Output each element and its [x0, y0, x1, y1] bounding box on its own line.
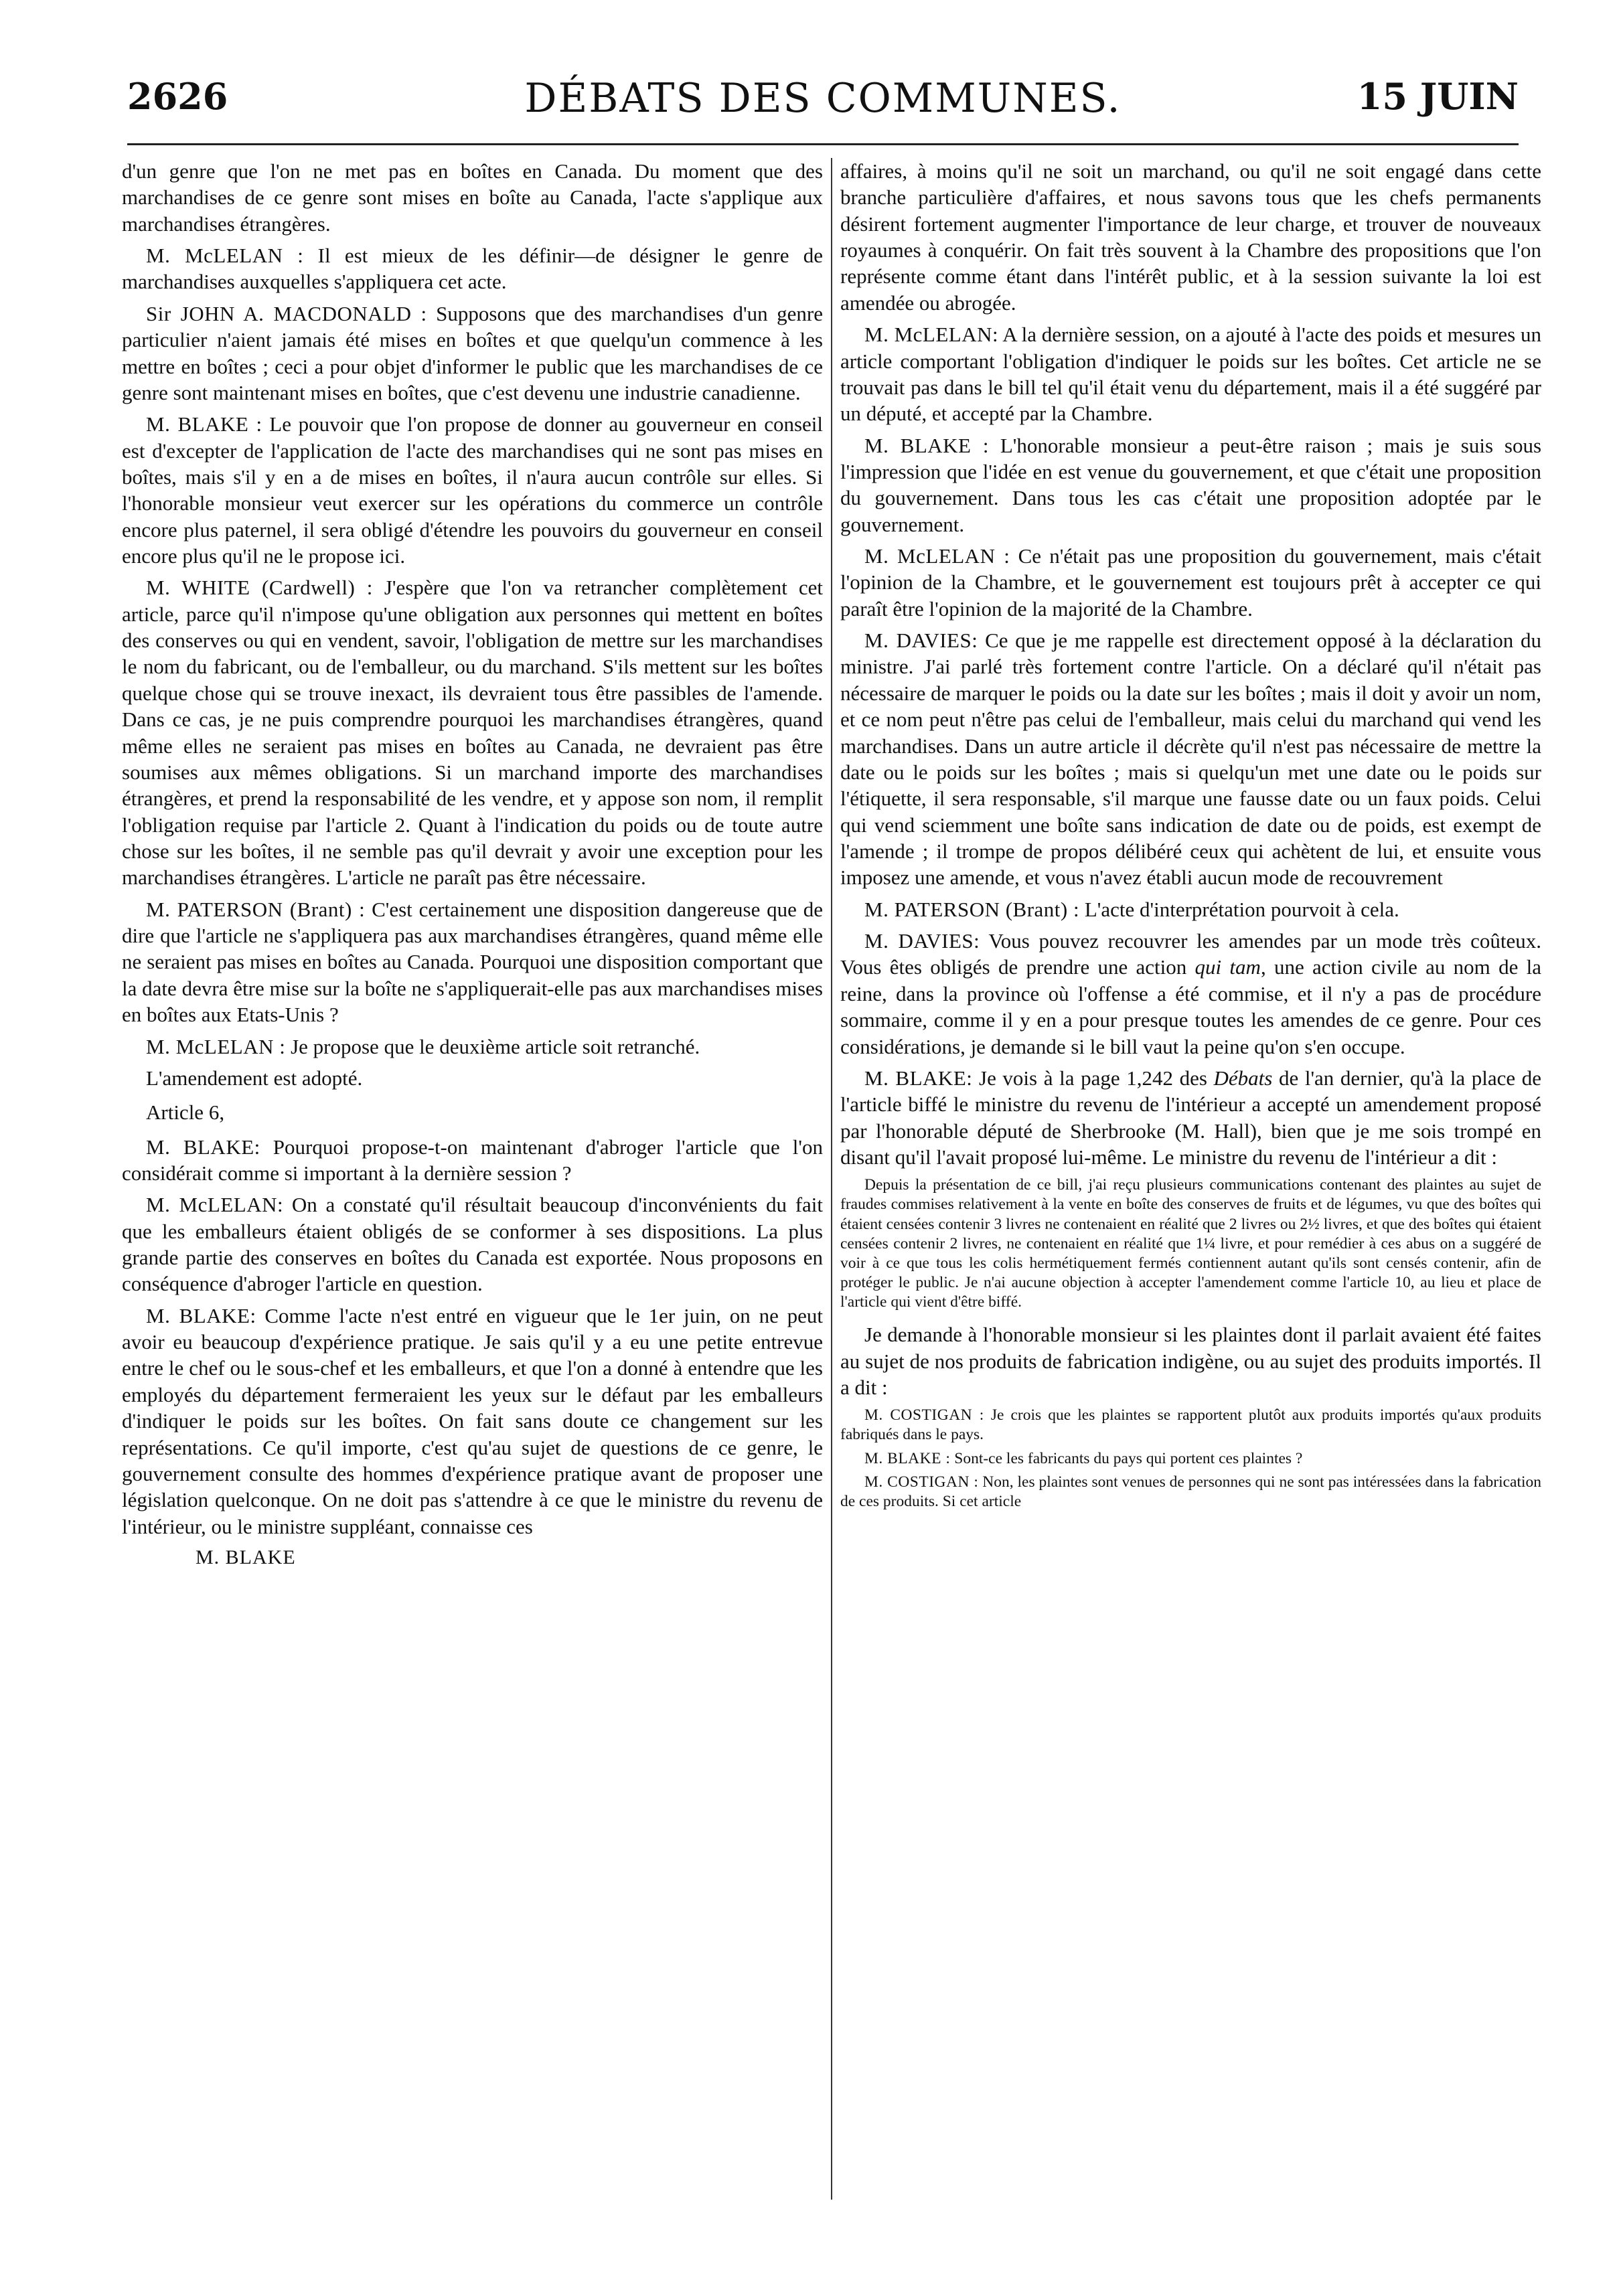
speech-text: L'acte d'interprétation pourvoit à cela.	[1084, 897, 1399, 921]
speaker: M. COSTIGAN :	[864, 1406, 984, 1424]
paragraph	[122, 411, 823, 569]
header-date: 15 JUIN	[1357, 75, 1519, 118]
publication-title: Débats	[1213, 1066, 1273, 1090]
paragraph	[840, 432, 1541, 538]
speaker: M. PATERSON (Brant) :	[864, 897, 1080, 921]
paragraph	[122, 896, 823, 1028]
page-number: 2626	[127, 75, 228, 118]
speaker: M. McLELAN :	[146, 1034, 286, 1058]
speech-text: L'honorable monsieur a peut-être raison ; mais je suis sous l'impression que l'idée en est venue du gouvernement, et que c'était une proposition du gouvernement. Dans tous les cas c'était une proposition adoptée par le gouvernement.	[840, 433, 1541, 536]
paragraph	[122, 1034, 823, 1060]
article-number: Article 6,	[146, 1100, 225, 1125]
speech-text: de l'an dernier, qu'à la place de l'article biffé le ministre du revenu de l'intérieur a accepté un amendement proposé par l'honorable député de Sherbrooke (M. Hall), bien que je me sois trompé en disant qu'il l'avait proposé lui-même. Le ministre du revenu de l'intérieur a dit :	[840, 1066, 1541, 1169]
quoted-exchange	[840, 1473, 1541, 1511]
paragraph	[122, 574, 823, 890]
speaker: M. BLAKE :	[146, 412, 262, 436]
speech-text: Je demande à l'honorable monsieur si les plaintes dont il parlait avaient été faites au sujet de nos produits de fabrication indigène, ou au sujet des produits importés. Il a dit :	[840, 1323, 1541, 1399]
speech-text: Il est mieux de les définir—de désigner le genre de marchandises auxquelles s'appliquera cet acte.	[122, 244, 823, 294]
paragraph	[122, 1303, 823, 1540]
catchword: M. BLAKE	[196, 1546, 296, 1568]
speech-text: Je crois que les plaintes se rapportent plutôt aux produits importés qu'aux produits fabriqués dans le pays.	[840, 1406, 1541, 1444]
paragraph	[122, 301, 823, 406]
speech-text: Comme l'acte n'est entré en vigueur que le 1er juin, on ne peut avoir eu beaucoup d'expérience pratique. Je sais qu'il y a eu une petite entrevue entre le chef ou le sous-chef et les emballeurs, et que l'on a donné à entendre que les employés du département fermeraient les yeux sur le défaut par les emballeurs d'indiquer le poids sur les boîtes. On fait sans doute ce changement sur les représentations. Ce qu'il importe, c'est qu'au sujet de questions de ce genre, le gouvernement consulte des hommes d'expérience pratique avant de proposer une législation quelconque. On ne doit pas s'attendre à ce que le ministre du revenu de l'intérieur, ou le ministre suppléant, connaisse ces	[122, 1303, 823, 1538]
paragraph	[840, 1065, 1541, 1170]
speaker: Sir JOHN A. MACDONALD :	[146, 301, 427, 325]
speech-text: On a constaté qu'il résultait beaucoup d'inconvénients du fait que les emballeurs étaient obligés de se conformer à ses dispositions. La plus grande partie des conserves en boîtes du Canada est exportée. Nous proposons en conséquence d'abroger l'article en question.	[122, 1193, 823, 1296]
amendment-adopted: L'amendement est adopté.	[146, 1066, 363, 1090]
speaker: M. WHITE (Cardwell) :	[146, 576, 373, 600]
speaker: M. BLAKE:	[146, 1303, 256, 1327]
speaker: M. PATERSON (Brant) :	[146, 897, 366, 921]
paragraph	[840, 321, 1541, 426]
speech-text: Ce que je me rappelle est directement opposé à la déclaration du ministre. J'ai parlé très fortement contre l'article. On a déclaré qu'il n'était pas nécessaire de marquer le poids ou la date sur les boîtes ; mais il doit y avoir un nom, et ce nom peut n'être pas celui de l'emballeur, mais celui du marchand qui vend les marchandises. Dans un autre article il décrète qu'il n'est pas nécessaire de mettre la date ou le poids sur les boîtes ; mais si quelqu'un met une date ou le poids sur l'étiquette, il sera responsable, s'il marque une fausse date ou un faux poids. Celui qui vend sciemment une boîte sans indication de date ou de poids, est exempt de l'amende ; il trompe de propos délibéré ceux qui achètent de lui, et ensuite vous imposez une amende, et vous n'avez établi aucun mode de recouvrement	[840, 629, 1541, 890]
speaker: M. BLAKE :	[864, 433, 989, 457]
speech-text: A la dernière session, on a ajouté à l'acte des poids et mesures un article comportant l'obligation d'indiquer le poids sur les boîtes. Cet article ne se trouvait pas dans le bill tel qu'il était venu du département, mais il a été suggéré par un député, et accepté par la Chambre.	[840, 323, 1541, 426]
speech-text: Je propose que le deuxième article soit retranché.	[291, 1034, 700, 1058]
journal-title: DÉBATS DES COMMUNES.	[524, 75, 1122, 122]
paragraph	[840, 928, 1541, 1060]
paragraph-text: affaires, à moins qu'il ne soit un marchand, ou qu'il ne soit engagé dans cette branche particulière d'affaires, et nous savons tous que les chefs permanents désirent fortement augmenter l'importance de leur charge, et trouver de nouveaux royaumes à conquérir. On fait très souvent à la Chambre des propositions que l'on représente comme étant dans l'intérêt public, et à la session suivante la loi est amendée ou abrogée.	[840, 159, 1541, 315]
paragraph	[840, 158, 1541, 316]
speaker: M. COSTIGAN :	[864, 1473, 979, 1491]
right-column	[840, 158, 1541, 2233]
speech-text: J'espère que l'on va retrancher complètement cet article, parce qu'il n'impose qu'une obligation aux personnes qui mettent en boîtes des conserves ou qui en vendent, savoir, l'obligation de mettre sur les marchandises le nom du fabricant, ou de l'emballeur, ou du marchand. S'ils mettent sur les boîtes quelque chose qui se trouve inexact, ils devraient tous être passibles de l'amende. Dans ce cas, je ne puis comprendre pourquoi les marchandises étrangères, quand même elles ne seraient pas mises en boîtes au Canada, ne devraient pas être soumises aux mêmes obligations. Si un marchand importe des marchandises étrangères, et prend la responsabilité de les vendre, et y appose son nom, il remplit l'obligation requise par l'article 2. Quant à l'indication du poids ou de toute autre chose sur les boîtes, il ne semble pas qu'il devrait y avoir une exception pour les marchandises étrangères. L'article ne paraît pas être nécessaire.	[122, 576, 823, 890]
speech-text: C'est certainement une disposition dangereuse que de dire que l'article ne s'appliquera pas aux marchandises étrangères, quand même elle ne seraient pas mises en boîtes au Canada. Pourquoi une disposition comportant que la date devra être mise sur la boîte ne s'appliquerait-elle pas aux marchandises mises en boîtes aux Etats-Unis ?	[122, 897, 823, 1027]
running-header	[127, 75, 1519, 135]
paragraph	[122, 242, 823, 295]
speech-text: Je vois à la page 1,242 des	[979, 1066, 1214, 1090]
speaker: M. DAVIES:	[864, 629, 978, 653]
speech-text: Pourquoi propose-t-on maintenant d'abroger l'article que l'on considérait comme si important à la dernière session ?	[122, 1135, 823, 1185]
paragraph-text: d'un genre que l'on ne met pas en boîtes en Canada. Du moment que des marchandises de ce genre sont mises en boîte au Canada, l'acte s'applique aux marchandises étrangères.	[122, 159, 823, 236]
speaker: M. McLELAN :	[864, 544, 1010, 568]
quoted-exchange	[840, 1406, 1541, 1445]
speaker: M. BLAKE:	[146, 1135, 260, 1159]
paragraph	[840, 627, 1541, 891]
column-divider	[831, 158, 832, 2200]
paragraph	[840, 1321, 1541, 1400]
header-rule	[127, 143, 1519, 145]
speech-text: , une action civile au nom de la reine, dans la province où l'offense a été commise, et il n'y a pas de procédure sommaire, comme il y en a pour presque toutes les amendes de ce genre. Pour ces considérations, je demande si le bill vaut la peine qu'on s'en occupe.	[840, 955, 1541, 1058]
left-column	[122, 158, 823, 2233]
paragraph	[122, 1192, 823, 1297]
speaker: M. McLELAN:	[864, 323, 999, 347]
speech-text: Sont-ce les fabricants du pays qui portent ces plaintes ?	[954, 1449, 1303, 1467]
speech-text: Le pouvoir que l'on propose de donner au gouverneur en conseil est d'excepter de l'application de l'acte des marchandises qui ne sont pas mises en boîtes, mais s'il y en a de mises en boîtes, il n'aura aucun contrôle sur elles. Si l'honorable monsieur veut exercer sur les opérations du commerce un contrôle encore plus paternel, il sera obligé d'étendre les pouvoirs du gouverneur en conseil encore plus qu'il ne le propose ici.	[122, 412, 823, 568]
block-quote: Depuis la présentation de ce bill, j'ai reçu plusieurs communications contenant des plaintes au sujet de fraudes commises relativement à la vente en boîte des conserves de fruits et de légumes, vu que des boîtes qui étaient censées contenir 3 livres ne contenaient en réalité que 2 livres ou 2½ livres, et que des boîtes qui étaient censées contenir 2 livres, ne contenaient en réalité que 1¼ livre, et pour remédier à ces abus on a suggéré de voir à ce que tous les colis hermétiquement fermés contiennent autant qu'ils sont censés contenir, afin de protéger le public. Je n'ai aucune objection à accepter l'amendement comme l'article 10, au lieu et place de l'article qui vient d'être biffé.	[840, 1176, 1541, 1311]
speaker: M. McLELAN :	[146, 244, 304, 268]
latin-term: qui tam	[1194, 955, 1261, 979]
speech-text: Vous pouvez recouvrer les amendes par un mode très coûteux. Vous êtes obligés de prendre une action	[840, 929, 1541, 979]
speaker: M. BLAKE :	[864, 1449, 951, 1467]
paragraph	[122, 158, 823, 237]
paragraph	[122, 1134, 823, 1187]
speaker: M. BLAKE:	[864, 1066, 973, 1090]
speech-text: Ce n'était pas une proposition du gouvernement, mais c'était l'opinion de la Chambre, et le gouvernement est toujours prêt à accepter ce qui paraît être l'opinion de la majorité de la Chambre.	[840, 544, 1541, 621]
speaker: M. DAVIES:	[864, 929, 980, 953]
paragraph	[840, 896, 1541, 922]
speech-text: Non, les plaintes sont venues de personnes qui ne sont pas intéressées dans la fabrication de ces produits. Si cet article	[840, 1473, 1541, 1510]
speech-text: Supposons que des marchandises d'un genre particulier n'aient jamais été mises en boîtes et que quelqu'un commence à les mettre en boîtes ; ceci a pour objet d'informer le public que les marchandises de ce genre sont maintenant mises en boîtes, que c'est devenu une industrie canadienne.	[122, 301, 823, 404]
speaker: M. McLELAN:	[146, 1193, 284, 1217]
paragraph	[840, 543, 1541, 622]
quoted-exchange	[840, 1449, 1541, 1469]
